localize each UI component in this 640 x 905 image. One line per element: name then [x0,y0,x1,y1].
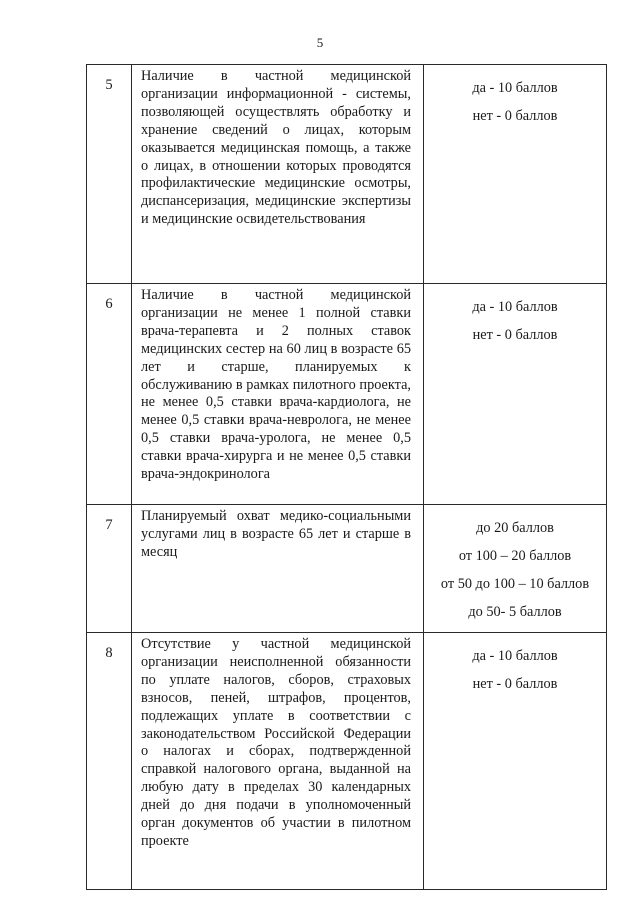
table-row [87,65,607,284]
criterion-text: Наличие в частной медицинской организации информационной - системы, позволяющей осуществлять обработку и хранение сведений о лицах, которым оказывается медицинская помощь, а также о лицах, в отношении которых проводятся профилактические медицинские осмотры, диспансеризация, медицинские экспертизы и медицинские освидетельствования [141,68,411,228]
score-cell [424,505,607,633]
score-cell [424,65,607,284]
score-option: от 50 до 100 – 10 баллов [440,576,590,592]
score-option: нет - 0 баллов [472,327,558,343]
row-number: 6 [87,284,132,505]
table-row [87,505,607,633]
score-option: да - 10 баллов [472,648,558,664]
score-cell [424,284,607,505]
score-option: до 20 баллов [476,520,554,536]
criterion-text: Отсутствие у частной медицинской организации неисполненной обязанности по уплате налогов, сборов, страховых взносов, пеней, штрафов, процентов, подлежащих уплате в соответствии с законодательством Российской Федерации о налогах и сборах, подтвержденной справкой налогового органа, выданной на любую дату в пределах 30 календарных дней до дня подачи в уполномоченный орган документов об участии в пилотном проекте [141,636,411,849]
criterion-cell [132,505,424,633]
criterion-text: Планируемый охват медико-социальными услугами лиц в возрасте 65 лет и старше в месяц [141,508,411,560]
score-option: да - 10 баллов [472,80,558,96]
score-option: нет - 0 баллов [472,108,558,124]
score-option: нет - 0 баллов [472,676,558,692]
score-cell [424,633,607,890]
page-number: 5 [316,35,324,50]
score-option: да - 10 баллов [472,299,558,315]
criterion-cell [132,65,424,284]
score-option: до 50- 5 баллов [468,604,562,620]
row-number: 8 [87,633,132,890]
score-option: от 100 – 20 баллов [458,548,572,564]
table-row [87,284,607,505]
criterion-cell [132,633,424,890]
criteria-table [86,64,607,890]
row-number: 5 [87,65,132,284]
row-number: 7 [87,505,132,633]
criterion-text: Наличие в частной медицинской организации не менее 1 полной ставки врача-терапевта и 2 полных ставок медицинских сестер на 60 лиц в возрасте 65 лет и старше, планируемых к обслуживанию в рамках пилотного проекта, не менее 0,5 ставки врача-кардиолога, не менее 0,5 ставки врача-невролога, не менее 0,5 ставки врача-уролога, не менее 0,5 ставки врача-хирурга и не менее 0,5 ставки врача-эндокринолога [141,287,411,483]
criterion-cell [132,284,424,505]
table-row [87,633,607,890]
